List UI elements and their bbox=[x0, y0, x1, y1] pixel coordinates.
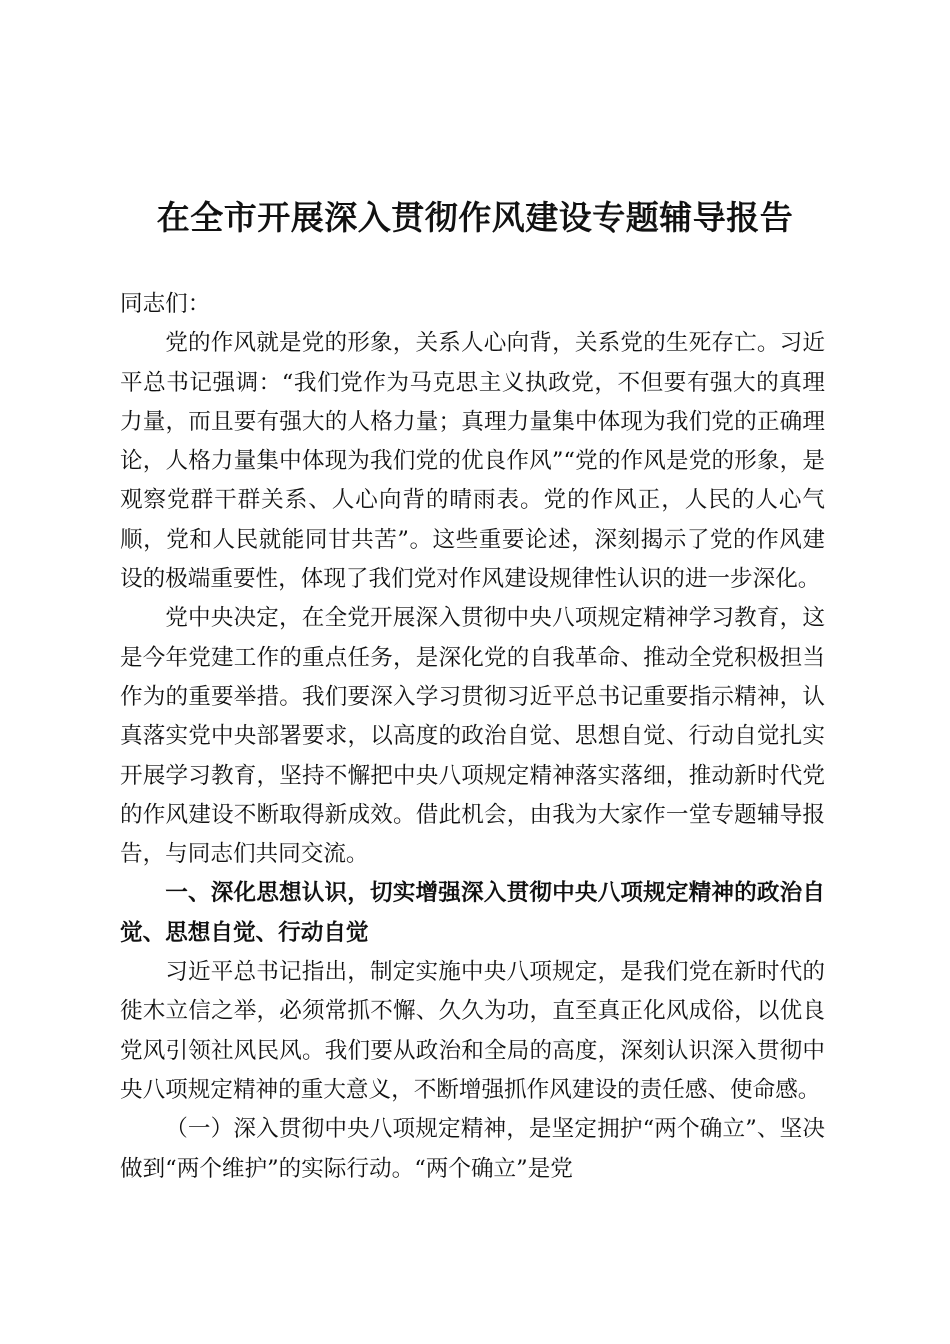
body-paragraph: 习近平总书记指出，制定实施中央八项规定，是我们党在新时代的徙木立信之举，必须常抓不懈、久久为功，直至真正化风成俗，以优良党风引领社风民风。我们要从政治和全局的高度，深刻认识深入贯彻中央八项规定精神的重大意义，不断增强抓作风建设的责任感、使命感。 bbox=[120, 959, 825, 1103]
body-paragraph: 党中央决定，在全党开展深入贯彻中央八项规定精神学习教育，这是今年党建工作的重点任务，是深化党的自我革命、推动全党积极担当作为的重要举措。我们要深入学习贯彻习近平总书记重要指示精神，认真落实党中央部署要求，以高度的政治自觉、思想自觉、行动自觉扎实开展学习教育，坚持不懈把中央八项规定精神落实落细，推动新时代党的作风建设不断取得新成效。借此机会，由我为大家作一堂专题辅导报告，与同志们共同交流。 bbox=[120, 605, 825, 868]
document-body bbox=[120, 285, 825, 1189]
salutation: 同志们： bbox=[120, 291, 211, 317]
section-heading: 一、深化思想认识，切实增强深入贯彻中央八项规定精神的政治自觉、思想自觉、行动自觉 bbox=[120, 880, 825, 946]
body-paragraph: 党的作风就是党的形象，关系人心向背，关系党的生死存亡。习近平总书记强调：“我们党作为马克思主义执政党，不但要有强大的真理力量，而且要有强大的人格力量；真理力量集中体现为我们党的正确理论，人格力量集中体现为我们党的优良作风”“党的作风是党的形象，是观察党群干群关系、人心向背的晴雨表。党的作风正，人民的人心气顺，党和人民就能同甘共苦”。这些重要论述，深刻揭示了党的作风建设的极端重要性，体现了我们党对作风建设规律性认识的进一步深化。 bbox=[120, 330, 825, 593]
document-title: 在全市开展深入贯彻作风建设专题辅导报告 bbox=[156, 198, 794, 237]
subsection-paragraph: （一）深入贯彻中央八项规定精神，是坚定拥护“两个确立”、坚决做到“两个维护”的实际行动。“两个确立”是党 bbox=[120, 1116, 825, 1182]
